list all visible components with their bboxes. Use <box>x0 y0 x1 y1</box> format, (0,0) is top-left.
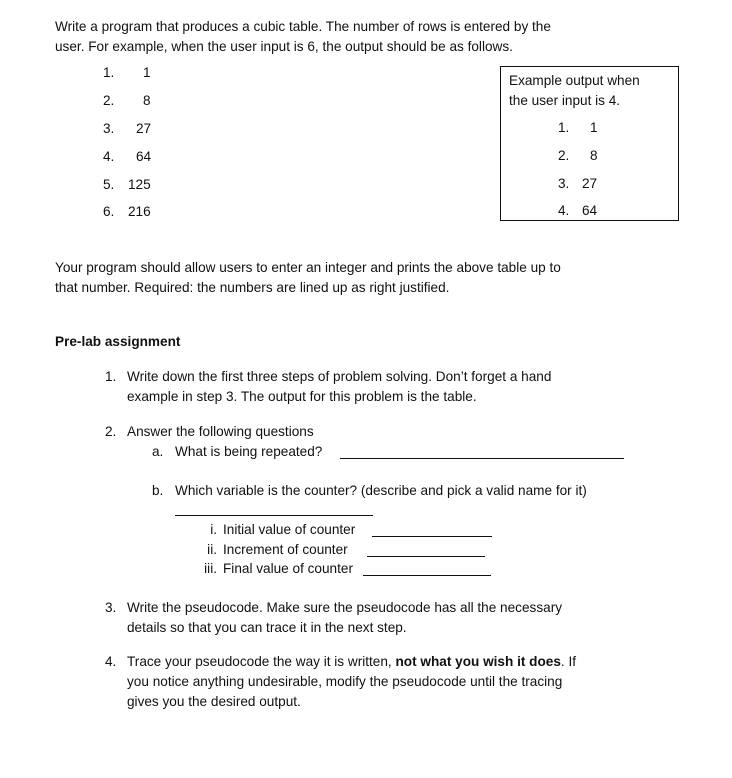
example-row-number: 1. <box>558 120 570 135</box>
roman-numeral: iii. <box>204 561 217 576</box>
example-row-value: 64 <box>582 203 598 218</box>
row-value: 27 <box>136 121 152 136</box>
item4-line-2: you notice anything undesirable, modify the pseudocode until the tracing <box>127 674 563 689</box>
item-number: 3. <box>105 600 117 615</box>
item4-line-1 <box>127 654 576 670</box>
row-value: 216 <box>128 204 151 219</box>
example-row-value: 1 <box>590 120 598 135</box>
row-number: 2. <box>103 93 115 108</box>
answer-line-increment[interactable] <box>367 556 485 557</box>
example-output-box <box>500 66 679 221</box>
item4-line-3: gives you the desired output. <box>127 694 301 709</box>
counter-increment-label: Increment of counter <box>223 542 348 557</box>
item-number: 1. <box>105 369 117 384</box>
prelab-heading: Pre-lab assignment <box>55 334 181 349</box>
row-value: 125 <box>128 177 151 192</box>
row-value: 8 <box>143 93 151 108</box>
item4-text: Trace your pseudocode the way it is written, <box>127 654 396 669</box>
counter-final-label: Final value of counter <box>223 561 353 576</box>
item1-line-2: example in step 3. The output for this problem is the table. <box>127 389 477 404</box>
row-number: 6. <box>103 204 115 219</box>
intro-line-2: user. For example, when the user input is 6, the output should be as follows. <box>55 39 513 54</box>
item3-line-2: details so that you can trace it in the next step. <box>127 620 407 635</box>
requirement-line-1: Your program should allow users to enter an integer and prints the above table up to <box>55 260 561 275</box>
subitem-letter: b. <box>152 483 164 498</box>
example-row-value: 8 <box>590 148 598 163</box>
item2-line-1: Answer the following questions <box>127 424 314 439</box>
answer-line-initial[interactable] <box>372 536 492 537</box>
row-number: 4. <box>103 149 115 164</box>
item4-text: . If <box>560 654 576 669</box>
answer-line-final[interactable] <box>363 575 491 576</box>
roman-numeral: i. <box>210 522 217 537</box>
row-number: 1. <box>103 65 115 80</box>
item-number: 2. <box>105 424 117 439</box>
requirement-line-2: that number. Required: the numbers are lined up as right justified. <box>55 280 450 295</box>
intro-line-1: Write a program that produces a cubic table. The number of rows is entered by the <box>55 19 551 34</box>
item4-emphasis: not what you wish it does <box>395 654 561 669</box>
answer-line-b[interactable] <box>175 515 373 516</box>
subitem-letter: a. <box>152 444 164 459</box>
example-caption-2: the user input is 4. <box>509 93 621 108</box>
question-a: What is being repeated? <box>175 444 323 459</box>
question-b: Which variable is the counter? (describe and pick a valid name for it) <box>175 483 587 498</box>
row-number: 3. <box>103 121 115 136</box>
row-number: 5. <box>103 177 115 192</box>
roman-numeral: ii. <box>207 542 217 557</box>
item3-line-1: Write the pseudocode. Make sure the pseudocode has all the necessary <box>127 600 563 615</box>
example-caption-1: Example output when <box>509 73 640 88</box>
item-number: 4. <box>105 654 117 669</box>
counter-initial-label: Initial value of counter <box>223 522 356 537</box>
example-row-value: 27 <box>582 176 598 191</box>
example-row-number: 3. <box>558 176 570 191</box>
item1-line-1: Write down the first three steps of problem solving. Don’t forget a hand <box>127 369 552 384</box>
row-value: 64 <box>136 149 152 164</box>
row-value: 1 <box>143 65 151 80</box>
answer-line-a[interactable] <box>340 458 624 459</box>
example-row-number: 4. <box>558 203 570 218</box>
example-row-number: 2. <box>558 148 570 163</box>
